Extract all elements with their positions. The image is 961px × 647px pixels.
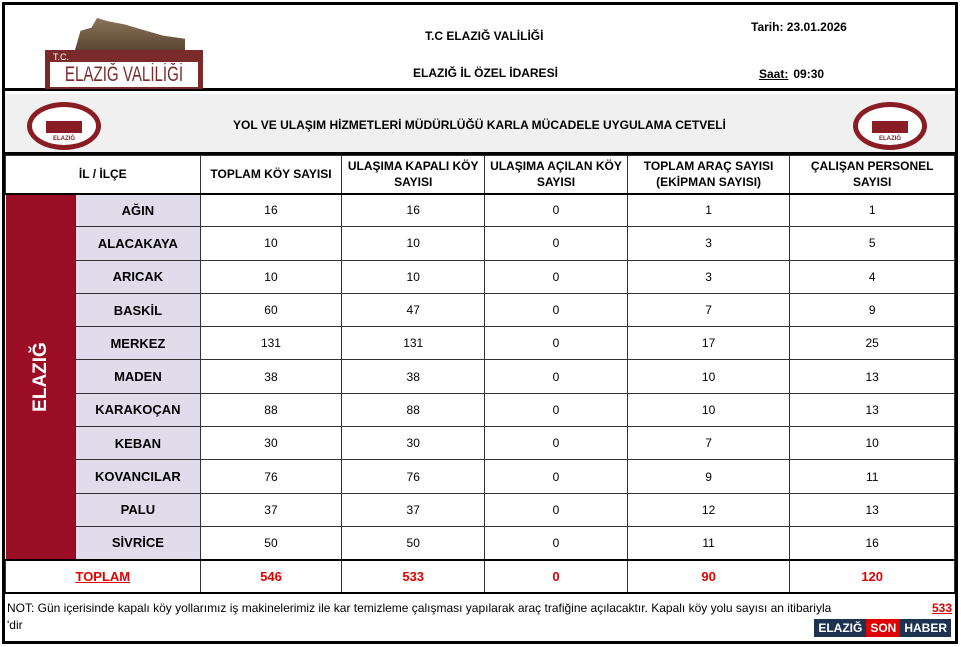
column-header: TOPLAM KÖY SAYISI (200, 156, 342, 194)
column-header: İL / İLÇE (6, 156, 201, 194)
table-row (6, 194, 955, 227)
data-table (5, 155, 955, 594)
column-header: TOPLAM ARAÇ SAYISI (EKİPMAN SAYISI) (627, 156, 790, 194)
time: Saat: 09:30 (759, 67, 825, 81)
district-name: BASKİL (76, 293, 200, 326)
province-cell: ELAZIĞ (6, 194, 76, 560)
logo-text: ELAZIĞ VALİLİĞİ (64, 63, 184, 86)
table-cell: 0 (485, 194, 628, 227)
total-cell: 120 (790, 560, 955, 593)
table-row (6, 460, 955, 493)
table-cell: 1 (790, 194, 955, 227)
table-cell: 10 (627, 360, 790, 393)
table-cell: 38 (200, 360, 342, 393)
brand-watermark: ELAZIĞ SON HABER (814, 619, 951, 637)
table-cell: 47 (342, 293, 485, 326)
table-cell: 0 (485, 260, 628, 293)
district-name: ALACAKAYA (76, 227, 200, 260)
table-cell: 5 (790, 227, 955, 260)
note-text: NOT: Gün içerisinde kapalı köy yollarımız iş makinelerimiz ile kar temizleme çalışması yapılarak araç trafiğine açılacaktır. Kapalı köy yolu sayısı an itibariyla (7, 601, 832, 615)
district-name: KEBAN (76, 427, 200, 460)
valilik-logo (45, 10, 203, 89)
table-cell: 76 (342, 460, 485, 493)
table-row (6, 427, 955, 460)
table-cell: 7 (627, 293, 790, 326)
district-name: KARAKOÇAN (76, 393, 200, 426)
table-cell: 10 (342, 227, 485, 260)
total-row (6, 560, 955, 593)
table-cell: 37 (200, 493, 342, 526)
title-band (5, 94, 955, 155)
table-cell: 25 (790, 327, 955, 360)
total-cell: 533 (342, 560, 485, 593)
table-cell: 1 (627, 194, 790, 227)
table-row (6, 260, 955, 293)
total-cell: 90 (627, 560, 790, 593)
district-name: KOVANCILAR (76, 460, 200, 493)
table-row (6, 393, 955, 426)
table-row (6, 360, 955, 393)
district-name: ARICAK (76, 260, 200, 293)
column-header: ÇALIŞAN PERSONEL SAYISI (790, 156, 955, 194)
district-name: AĞIN (76, 194, 200, 227)
table-cell: 38 (342, 360, 485, 393)
seal-logo-right: ELAZIĞ (853, 102, 927, 150)
district-name: MERKEZ (76, 327, 200, 360)
document-frame (2, 2, 958, 644)
logo-tc: T.C. (53, 52, 70, 62)
table-cell: 30 (200, 427, 342, 460)
table-cell: 11 (627, 526, 790, 559)
title-valilik: T.C ELAZIĞ VALİLİĞİ (425, 29, 544, 43)
note (7, 600, 952, 634)
table-cell: 0 (485, 493, 628, 526)
table-cell: 16 (200, 194, 342, 227)
district-name: MADEN (76, 360, 200, 393)
table-cell: 3 (627, 260, 790, 293)
table-cell: 88 (342, 393, 485, 426)
table-cell: 9 (627, 460, 790, 493)
table-cell: 0 (485, 327, 628, 360)
seal-logo-left: ELAZIĞ (27, 102, 101, 150)
table-cell: 0 (485, 227, 628, 260)
table-cell: 7 (627, 427, 790, 460)
table-cell: 0 (485, 393, 628, 426)
table-cell: 131 (342, 327, 485, 360)
table-cell: 10 (342, 260, 485, 293)
table-row (6, 293, 955, 326)
castle-image (75, 18, 185, 50)
table-cell: 50 (200, 526, 342, 559)
table-cell: 4 (790, 260, 955, 293)
total-label: TOPLAM (6, 560, 201, 593)
total-cell: 0 (485, 560, 628, 593)
district-name: SİVRİCE (76, 526, 200, 559)
table-cell: 13 (790, 493, 955, 526)
total-cell: 546 (200, 560, 342, 593)
table-row (6, 227, 955, 260)
table-cell: 16 (342, 194, 485, 227)
table-cell: 0 (485, 460, 628, 493)
table-row (6, 327, 955, 360)
table-cell: 3 (627, 227, 790, 260)
table-cell: 0 (485, 360, 628, 393)
table-cell: 37 (342, 493, 485, 526)
table-cell: 17 (627, 327, 790, 360)
table-cell: 10 (200, 227, 342, 260)
table-cell: 13 (790, 360, 955, 393)
note-number: 533 (931, 601, 952, 615)
table-row (6, 526, 955, 559)
header (5, 5, 955, 91)
table-cell: 0 (485, 526, 628, 559)
document-title: YOL VE ULAŞIM HİZMETLERİ MÜDÜRLÜĞÜ KARLA MÜCADELE UYGULAMA CETVELİ (233, 118, 726, 132)
table-row (6, 493, 955, 526)
table-cell: 10 (627, 393, 790, 426)
table-cell: 13 (790, 393, 955, 426)
date: Tarih: 23.01.2026 (751, 20, 847, 34)
table-cell: 16 (790, 526, 955, 559)
column-header: ULAŞIMA KAPALI KÖY SAYISI (342, 156, 485, 194)
district-name: PALU (76, 493, 200, 526)
table-cell: 12 (627, 493, 790, 526)
table-cell: 10 (790, 427, 955, 460)
table-cell: 76 (200, 460, 342, 493)
table-cell: 0 (485, 293, 628, 326)
table-cell: 11 (790, 460, 955, 493)
title-ozel-idare: ELAZIĞ İL ÖZEL İDARESİ (413, 66, 558, 80)
table-cell: 50 (342, 526, 485, 559)
table-cell: 30 (342, 427, 485, 460)
note-suffix: 'dir (7, 618, 23, 632)
column-header: ULAŞIMA AÇILAN KÖY SAYISI (485, 156, 628, 194)
table-cell: 9 (790, 293, 955, 326)
table-cell: 0 (485, 427, 628, 460)
table-cell: 60 (200, 293, 342, 326)
table-cell: 131 (200, 327, 342, 360)
table-cell: 88 (200, 393, 342, 426)
table-cell: 10 (200, 260, 342, 293)
